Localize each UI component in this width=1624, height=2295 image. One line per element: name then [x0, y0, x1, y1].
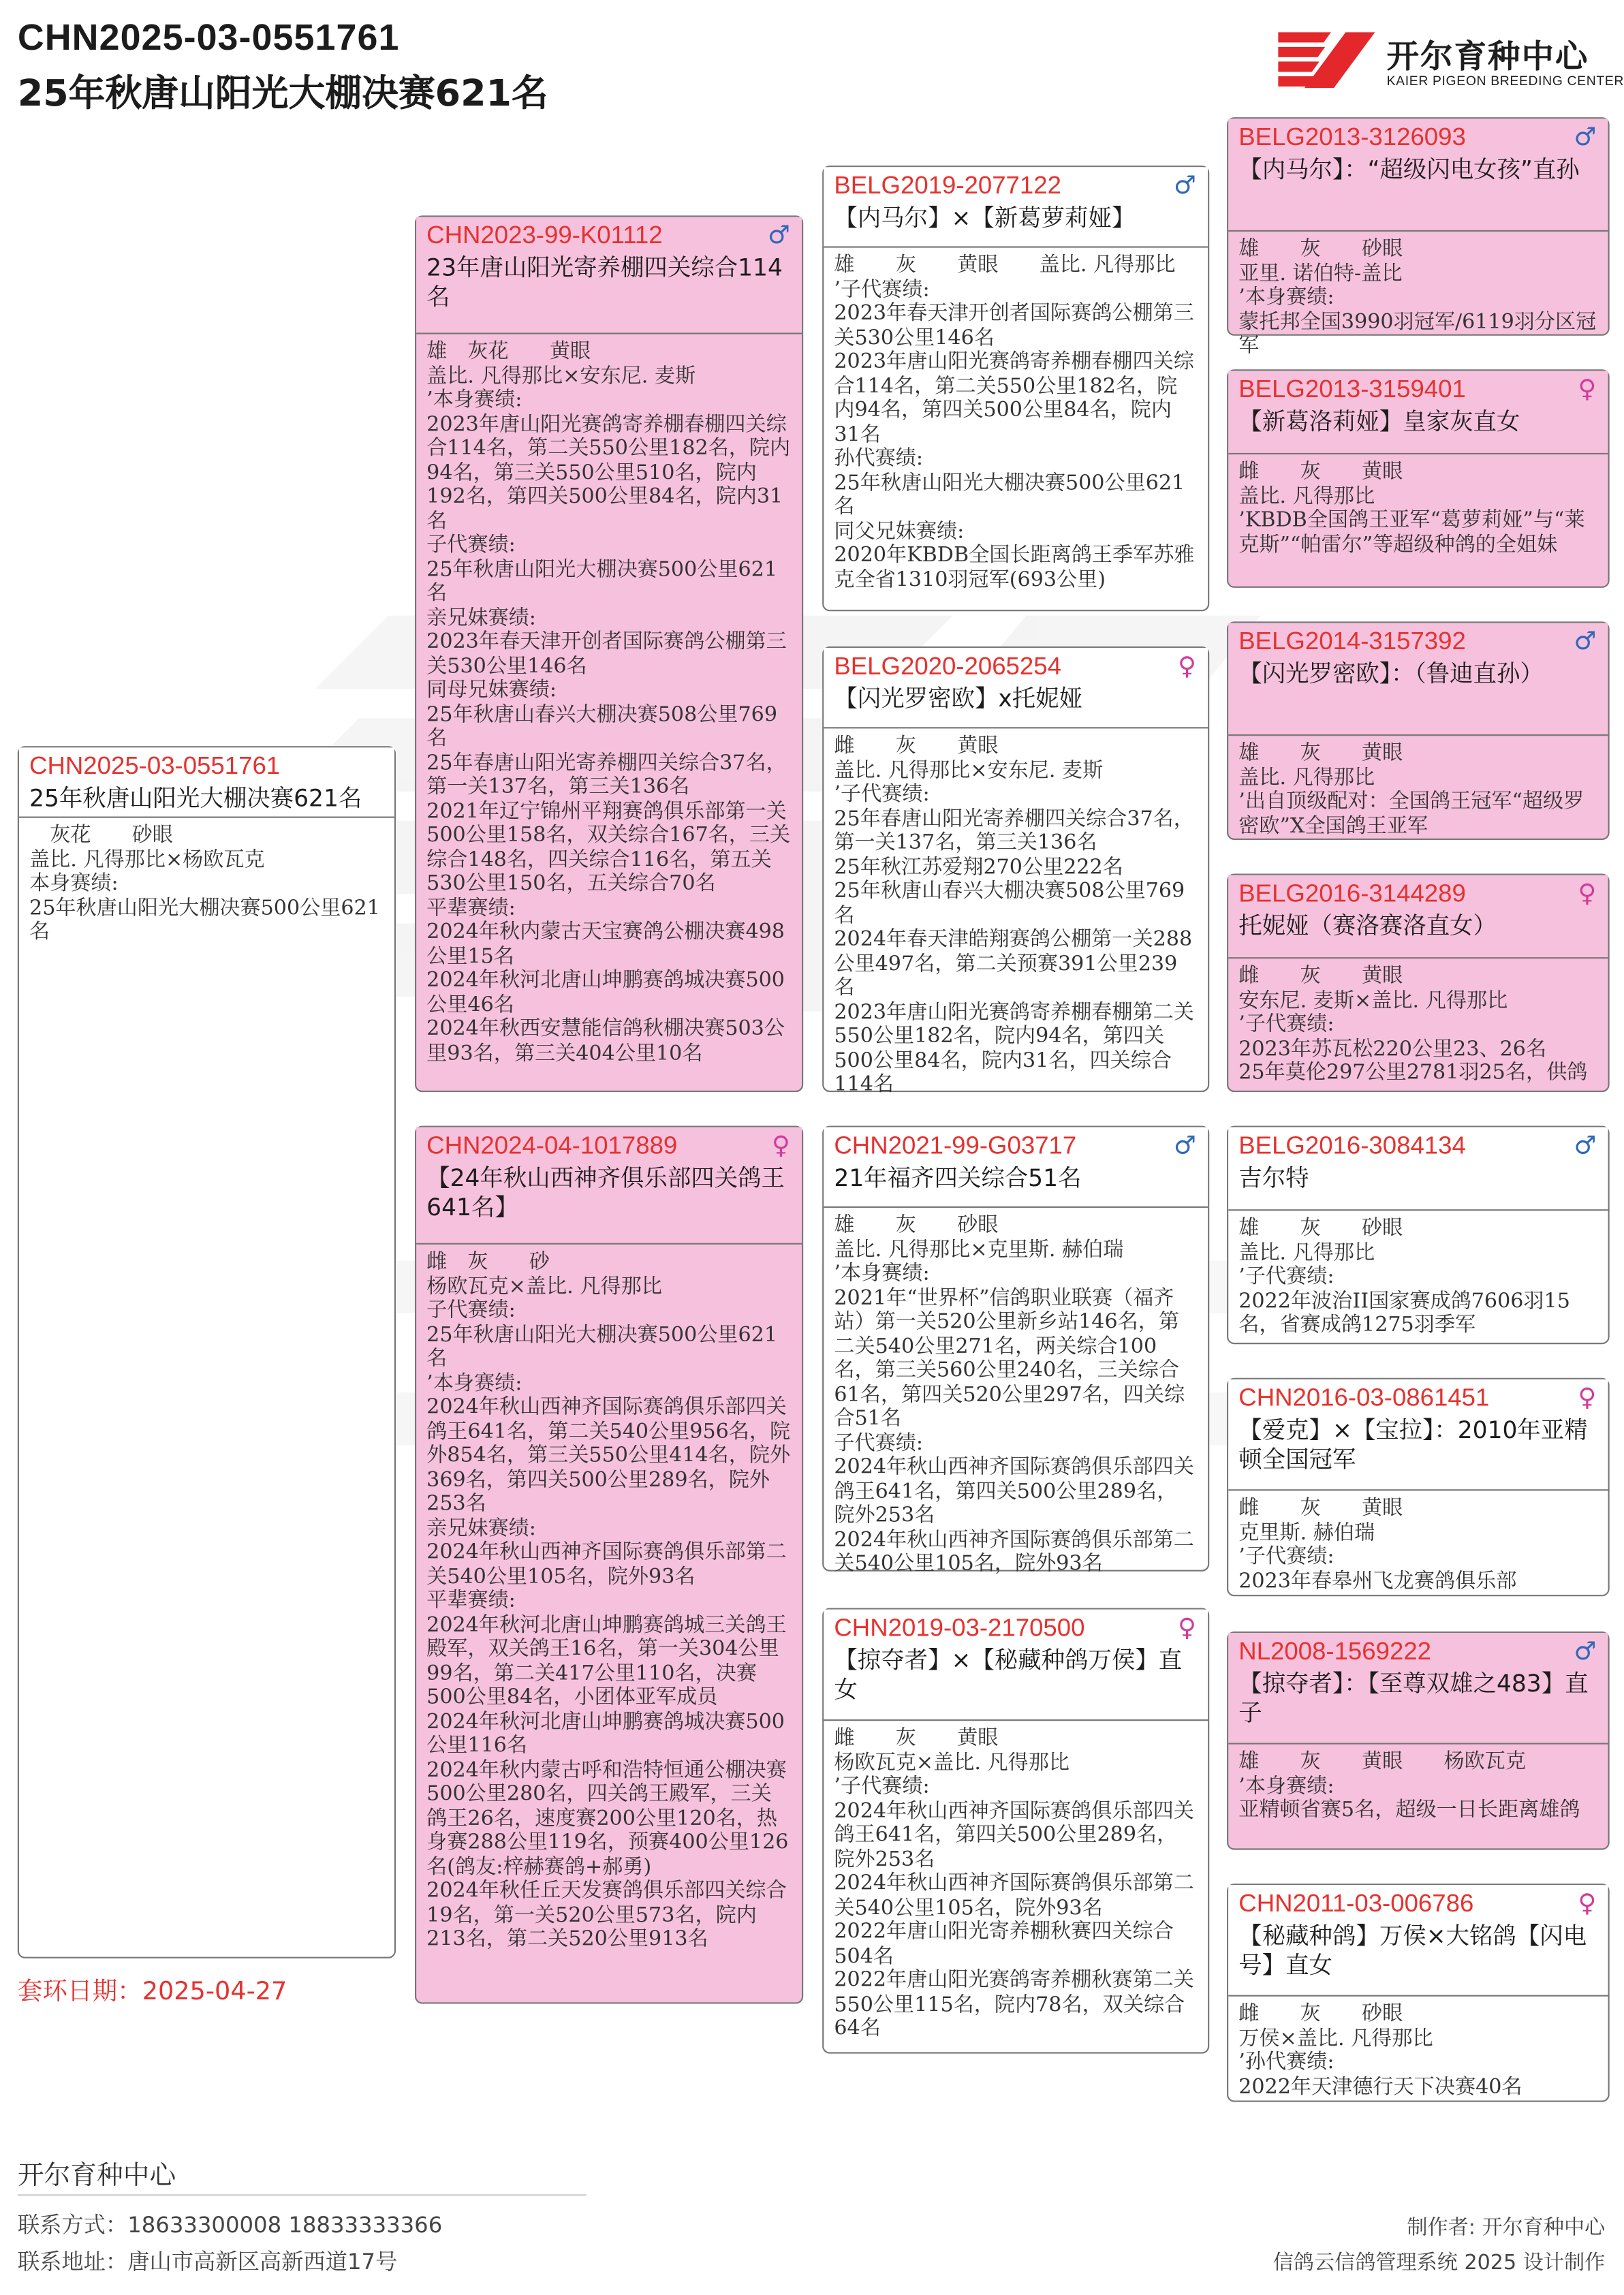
detail-line: 雌 灰 黄眼	[1238, 1496, 1403, 1520]
ring-number: BELG2013-3126093	[1238, 123, 1466, 151]
detail-line: 25年秋唐山阳光大棚决赛500公里621名	[426, 1322, 778, 1371]
card-header	[1228, 623, 1608, 736]
card-details	[1228, 1211, 1608, 1343]
pigeon-name: 【内马尔】×【新葛萝莉娅】	[834, 204, 1136, 232]
pedigree-card-sds[interactable]	[1227, 621, 1610, 840]
footer-system: 信鸽云信鸽管理系统 2025 设计制作	[1272, 2251, 1606, 2275]
ring-number: CHN2021-99-G03717	[834, 1131, 1077, 1160]
detail-line: 盖比. 凡得那比	[1238, 1240, 1375, 1264]
detail-line: 2022年唐山阳光寄养棚秋赛四关综合504名	[834, 1920, 1174, 1968]
card-details	[1228, 736, 1608, 844]
card-details	[824, 1721, 1208, 2047]
detail-line: 25年秋唐山阳光大棚决赛500公里621名	[426, 557, 778, 606]
brand-english: KAIER PIGEON BREEDING CENTER	[1386, 73, 1624, 89]
detail-line: 2024年秋山西神齐国际赛鸽俱乐部四关鸽王641名，第四关500公里289名，院外253名	[834, 1455, 1194, 1528]
detail-line: 灰花 砂眼	[29, 824, 173, 847]
card-header	[1228, 875, 1608, 959]
kaier-logo-icon	[1275, 29, 1378, 91]
detail-line: 雌 灰 黄眼	[1238, 964, 1403, 988]
card-header	[824, 1610, 1208, 1721]
detail-line: 2022年唐山阳光赛鸽寄养棚秋赛第二关550公里115名，院内78名，双关综合64名	[834, 1968, 1194, 2041]
detail-line: ’孙代赛绩:	[1238, 2050, 1334, 2074]
detail-line: 2024年秋内蒙古天宝赛鸽公棚决赛498公里15名	[426, 920, 785, 969]
female-symbol-icon: ♀	[1578, 879, 1597, 909]
card-details	[824, 728, 1208, 1103]
detail-line: ’子代赛绩:	[834, 277, 930, 302]
brand-logo	[1275, 27, 1624, 97]
card-header	[416, 1127, 802, 1245]
card-header	[19, 747, 394, 817]
detail-line: 同父兄妹赛绩:	[834, 519, 965, 544]
detail-line: ’本身赛绩:	[1238, 285, 1334, 310]
card-details	[1228, 1745, 1608, 1829]
pedigree-card-dds[interactable]	[1227, 1632, 1610, 1850]
card-header	[824, 167, 1208, 247]
pigeon-name: 【新葛洛莉娅】皇家灰直女	[1238, 407, 1520, 436]
brand-name: 开尔育种中心	[1386, 40, 1589, 76]
ring-number: CHN2016-03-0861451	[1238, 1384, 1490, 1412]
pedigree-card-sdd[interactable]	[1227, 873, 1610, 1092]
detail-line: 25年春唐山阳光寄养棚四关综合37名，第一关137名，第三关136名	[426, 751, 787, 799]
pigeon-name: 【闪光罗密欧】：（鲁迪直孙）	[1238, 659, 1544, 688]
female-symbol-icon: ♀	[1578, 1889, 1597, 1919]
pedigree-card-dsd[interactable]	[1227, 1378, 1610, 1597]
card-header	[824, 1127, 1208, 1208]
detail-line: 2024年秋内蒙古呼和浩特恒通公棚决赛500公里280名，四关鸽王殿军，三关鸽王26名，速度赛200公里120名，热身赛288公里119名，预赛400公里126名(鸽友:梓赫赛鸽+郝勇)	[426, 1758, 789, 1879]
pedigree-card-sss[interactable]	[1227, 117, 1610, 358]
detail-line: 2023年唐山阳光赛鸽寄养棚春棚四关综合114名，第二关550公里182名，院内94名，第三关550公里510名，院内192名，第四关500公里84名，院内31名	[426, 412, 791, 533]
male-symbol-icon: ♂	[1574, 123, 1597, 153]
ring-number: CHN2019-03-2170500	[834, 1614, 1085, 1642]
detail-line: 子代赛绩:	[426, 533, 516, 557]
male-symbol-icon: ♂	[1574, 1131, 1597, 1161]
detail-line: ’子代赛绩:	[1238, 1544, 1334, 1569]
pedigree-card-dss[interactable]	[1227, 1126, 1610, 1345]
pedigree-card-subject[interactable]	[18, 746, 396, 1958]
detail-line: 2024年秋山西神齐国际赛鸽俱乐部第二关540公里105名，院外93名	[834, 1528, 1194, 1576]
card-header	[1228, 371, 1608, 454]
detail-line: 2024年春天津皓翔赛鸽公棚第一关288公里497名，第二关预赛391公里239名	[834, 928, 1193, 1000]
pigeon-name: 【24年秋山西神齐俱乐部四关鸽王641名】	[426, 1164, 785, 1221]
pedigree-card-ssd[interactable]	[1227, 369, 1610, 588]
pigeon-name: 【掠夺者】：【至尊双雄之483】直子	[1238, 1669, 1589, 1727]
ring-date: 套环日期：2025-04-27	[17, 1977, 287, 2007]
detail-line: 雄 灰花 黄眼	[426, 340, 591, 364]
detail-line: 2024年秋山西神齐国际赛鸽俱乐部四关鸽王641名，第四关500公里289名，院外253名	[834, 1799, 1194, 1871]
detail-line: 盖比. 凡得那比	[1238, 766, 1375, 790]
detail-line: ’本身赛绩:	[426, 388, 522, 412]
detail-line: 2024年秋山西神齐国际赛鸽俱乐部第二关540公里105名，院外93名	[834, 1871, 1194, 1920]
detail-line: 雄 灰 黄眼 杨欧瓦克	[1238, 1750, 1527, 1774]
male-symbol-icon: ♂	[1174, 171, 1196, 201]
detail-line: 2024年秋山西神齐国际赛鸽俱乐部四关鸽王641名，第二关540公里956名，院外854名，第三关550公里414名，院外369名，第四关500公里289名，院外253名	[426, 1395, 791, 1516]
detail-line: 盖比. 凡得那比	[1238, 484, 1375, 508]
detail-line: 雄 灰 砂眼	[1238, 237, 1403, 262]
card-details	[1228, 1490, 1608, 1599]
detail-line: ’本身赛绩:	[426, 1371, 522, 1395]
detail-line: 克里斯. 赫伯瑞	[1238, 1520, 1375, 1544]
detail-line: 2021年辽宁锦州平翔赛鸽俱乐部第一关500公里158名，双关综合167名，三关综合148名，四关综合116名，第五关530公里150名，五关综合70名	[426, 799, 791, 896]
pigeon-name: 【内马尔】：“超级闪电女孩”直孙	[1238, 155, 1580, 183]
detail-line: 雄 灰 砂眼	[1238, 1216, 1403, 1240]
ring-number: CHN2025-03-0551761	[29, 751, 281, 780]
ring-number-title: CHN2025-03-0551761	[17, 17, 400, 59]
detail-line: 雄 灰 黄眼 盖比. 凡得那比	[834, 253, 1176, 277]
detail-line: 2024年秋河北唐山坤鹏赛鸽城决赛500公里116名	[426, 1710, 785, 1758]
pigeon-name: 25年秋唐山阳光大棚决赛621名	[29, 784, 362, 813]
detail-line: 2023年唐山阳光赛鸽寄养棚春棚第二关550公里182名，院内94名，第四关500公里84名，院内31名，四关综合114名	[834, 1000, 1194, 1097]
detail-line: ’子代赛绩:	[1238, 1012, 1334, 1037]
detail-line: 雌 灰 砂眼	[1238, 2002, 1403, 2026]
pigeon-name: 【爱克】×【宝拉】：2010年亚精顿全国冠军	[1238, 1416, 1588, 1473]
female-symbol-icon: ♀	[1178, 652, 1196, 682]
male-symbol-icon: ♂	[1174, 1131, 1196, 1161]
detail-line: 杨欧瓦克×盖比. 凡得那比	[426, 1274, 662, 1298]
footer-company: 开尔育种中心	[17, 2160, 176, 2191]
detail-line: 平辈赛绩:	[426, 896, 516, 920]
pedigree-card-sd[interactable]	[822, 646, 1209, 1097]
detail-line: 孙代赛绩:	[834, 447, 924, 471]
detail-line: 子代赛绩:	[426, 1298, 516, 1322]
pigeon-name: 吉尔特	[1238, 1164, 1309, 1192]
detail-line: 平辈赛绩:	[426, 1589, 516, 1612]
detail-line: 亚里. 诺伯特-盖比	[1238, 262, 1403, 285]
female-symbol-icon: ♀	[1178, 1614, 1196, 1644]
male-symbol-icon: ♂	[1574, 1637, 1597, 1667]
detail-line: 子代赛绩:	[834, 1431, 924, 1455]
detail-line: 亚精顿省赛5名，超级一日长距离雄鸽	[1238, 1798, 1580, 1822]
detail-line: 亲兄妹赛绩:	[426, 1516, 536, 1540]
detail-line: 雌 灰 黄眼	[1238, 460, 1403, 484]
detail-line: 25年秋唐山春兴大棚决赛508公里769名	[426, 702, 778, 751]
detail-line: 万侯×盖比. 凡得那比	[1238, 2026, 1433, 2050]
detail-line: 安东尼. 麦斯×盖比. 凡得那比	[1238, 988, 1508, 1012]
detail-line: ’子代赛绩:	[834, 1775, 930, 1799]
card-details	[1228, 1997, 1608, 2105]
detail-line: 25年莫伦297公里2781羽25名，供鸽	[1238, 1061, 1588, 1085]
detail-line: 25年秋江苏爱翔270公里222名	[834, 855, 1123, 879]
detail-line: ’子代赛绩:	[834, 783, 930, 807]
detail-line: 2023年唐山阳光赛鸽寄养棚春棚四关综合114名，第二关550公里182名，院内94名，第四关500公里84名，院内31名	[834, 350, 1194, 447]
detail-line: 2024年秋河北唐山坤鹏赛鸽城决赛500公里46名	[426, 969, 785, 1017]
card-details	[1228, 454, 1608, 563]
detail-line: 2022年天津德行天下决赛40名	[1238, 2074, 1522, 2099]
card-header	[1228, 1633, 1608, 1745]
ring-number: NL2008-1569222	[1238, 1637, 1432, 1666]
detail-line: 盖比. 凡得那比×克里斯. 赫伯瑞	[834, 1238, 1124, 1262]
female-symbol-icon: ♀	[772, 1131, 790, 1161]
detail-line: 雄 灰 砂眼	[834, 1213, 999, 1238]
ring-number: CHN2023-99-K01112	[426, 221, 663, 249]
pedigree-card-ss[interactable]	[822, 166, 1209, 611]
detail-line: 2022年波治II国家赛成鸽7606羽15名，省赛成鸽1275羽季军	[1238, 1289, 1570, 1337]
card-details	[19, 818, 394, 951]
ring-number: BELG2013-3159401	[1238, 375, 1466, 403]
detail-line: 盖比. 凡得那比×安东尼. 麦斯	[426, 364, 696, 388]
male-symbol-icon: ♂	[1574, 627, 1597, 657]
detail-line: 亲兄妹赛绩:	[426, 606, 536, 630]
detail-line: 本身赛绩:	[29, 872, 119, 896]
ring-number: CHN2011-03-006786	[1238, 1889, 1474, 1918]
card-header	[1228, 1885, 1608, 1997]
detail-line: ’本身赛绩:	[1238, 1774, 1334, 1798]
pigeon-name: 【掠夺者】×【秘藏种鸽万侯】直女	[834, 1646, 1183, 1704]
pedigree-card-sire[interactable]	[415, 215, 803, 1092]
pedigree-card-dam[interactable]	[415, 1126, 803, 2004]
detail-line: 25年春唐山阳光寄养棚四关综合37名，第一关137名，第三关136名	[834, 807, 1194, 855]
detail-line: 2020年KBDB全国长距离鸽王季军苏雅克全省1310羽冠军(693公里)	[834, 544, 1195, 592]
male-symbol-icon: ♂	[768, 221, 790, 251]
footer-address: 联系地址：唐山市高新区高新西道17号	[17, 2248, 398, 2275]
detail-line: 25年秋唐山阳光大棚决赛500公里621名	[834, 471, 1185, 519]
card-header	[416, 217, 802, 334]
pedigree-card-dd[interactable]	[822, 1608, 1209, 2054]
card-details	[1228, 232, 1608, 364]
ring-number: BELG2016-3144289	[1238, 879, 1466, 907]
detail-line: 2024年秋任丘天发赛鸽俱乐部四关综合19名，第一关520公里573名，院内213名，第二关520公里913名	[426, 1879, 787, 1952]
detail-line: 2024年秋河北唐山坤鹏赛鸽城三关鸽王殿军，双关鸽王16名，第一关304公里99名，第二关417公里110名，决赛500公里84名，小团体亚军成员	[426, 1613, 787, 1709]
pigeon-name: 【秘藏种鸽】万侯×大铭鸽【闪电号】直女	[1238, 1922, 1587, 1979]
footer-maker: 制作者: 开尔育种中心	[1407, 2216, 1606, 2240]
detail-line: 蒙托邦全国3990羽冠军/6119羽分区冠军	[1238, 310, 1597, 358]
detail-line: 雌 灰 黄眼	[834, 1726, 999, 1751]
detail-line: 2023年苏瓦松220公里23、26名	[1238, 1037, 1547, 1061]
detail-line: 杨欧瓦克×盖比. 凡得那比	[834, 1751, 1070, 1775]
pigeon-name: 【闪光罗密欧】x托妮娅	[834, 684, 1083, 713]
card-header	[1228, 1379, 1608, 1491]
detail-line: 25年秋唐山春兴大棚决赛508公里769名	[834, 879, 1185, 928]
detail-line: ’出自顶级配对：全国鸽王冠军“超级罗密欧”X全国鸽王亚军	[1238, 790, 1584, 838]
detail-line: 雄 灰 黄眼	[1238, 741, 1403, 766]
detail-line: 2024年秋山西神齐国际赛鸽俱乐部第二关540公里105名，院外93名	[426, 1540, 787, 1589]
pigeon-title: 25年秋唐山阳光大棚决赛621名	[17, 72, 548, 114]
ring-number: BELG2016-3084134	[1238, 1131, 1466, 1160]
detail-line: ’子代赛绩:	[1238, 1265, 1334, 1289]
card-details	[824, 248, 1208, 598]
card-header	[824, 648, 1208, 728]
ring-number: BELG2019-2077122	[834, 171, 1061, 200]
ring-number: BELG2020-2065254	[834, 652, 1061, 681]
pedigree-card-ddd[interactable]	[1227, 1884, 1610, 2102]
card-header	[1228, 119, 1608, 232]
ring-number: CHN2024-04-1017889	[426, 1131, 678, 1160]
card-header	[1228, 1127, 1608, 1211]
pedigree-card-ds[interactable]	[822, 1126, 1209, 1576]
detail-line: 盖比. 凡得那比×杨欧瓦克	[29, 847, 265, 872]
detail-line: 雌 灰 砂	[426, 1250, 550, 1274]
detail-line: ’KBDB全国鸽王亚军“葛萝莉娅”与“莱克斯”“帕雷尔”等超级种鸽的全姐妹	[1238, 508, 1585, 557]
footer-phone: 联系方式：18633300008 18833333366	[17, 2212, 443, 2238]
ring-number: BELG2014-3157392	[1238, 627, 1466, 655]
female-symbol-icon: ♀	[1578, 1384, 1597, 1414]
detail-line: 同母兄妹赛绩:	[426, 678, 557, 702]
pigeon-name: 23年唐山阳光寄养棚四关综合114名	[426, 253, 783, 311]
detail-line: 2023年春天津开创者国际赛鸽公棚第三关530公里146名	[834, 302, 1194, 350]
detail-line: 盖比. 凡得那比×安东尼. 麦斯	[834, 758, 1104, 782]
card-details	[416, 334, 802, 1072]
detail-line: 2023年春天津开创者国际赛鸽公棚第三关530公里146名	[426, 630, 787, 678]
detail-line: 2023年春皋州飞龙赛鸽俱乐部	[1238, 1569, 1517, 1593]
pigeon-name: 托妮娅（赛洛赛洛直女）	[1238, 911, 1497, 940]
detail-line: 25年秋唐山阳光大棚决赛500公里621名	[29, 896, 380, 944]
footer-divider	[18, 2194, 587, 2196]
detail-line: 雌 灰 黄眼	[834, 734, 999, 758]
detail-line: 2024年秋西安慧能信鸽秋棚决赛503公里93名，第三关404公里10名	[426, 1017, 785, 1065]
card-details	[416, 1245, 802, 1958]
detail-line: ’本身赛绩:	[834, 1262, 930, 1286]
card-details	[824, 1208, 1208, 1582]
detail-line: 2021年“世界杯”信鸽职业联赛（福齐站）第一关520公里新乡站146名，第二关540公里271名，两关综合100名，第三关560公里240名，三关综合61名，第四关520公里297名，四关综合51名	[834, 1286, 1185, 1431]
pigeon-name: 21年福齐四关综合51名	[834, 1164, 1082, 1192]
card-details	[1228, 958, 1608, 1091]
female-symbol-icon: ♀	[1578, 375, 1597, 405]
